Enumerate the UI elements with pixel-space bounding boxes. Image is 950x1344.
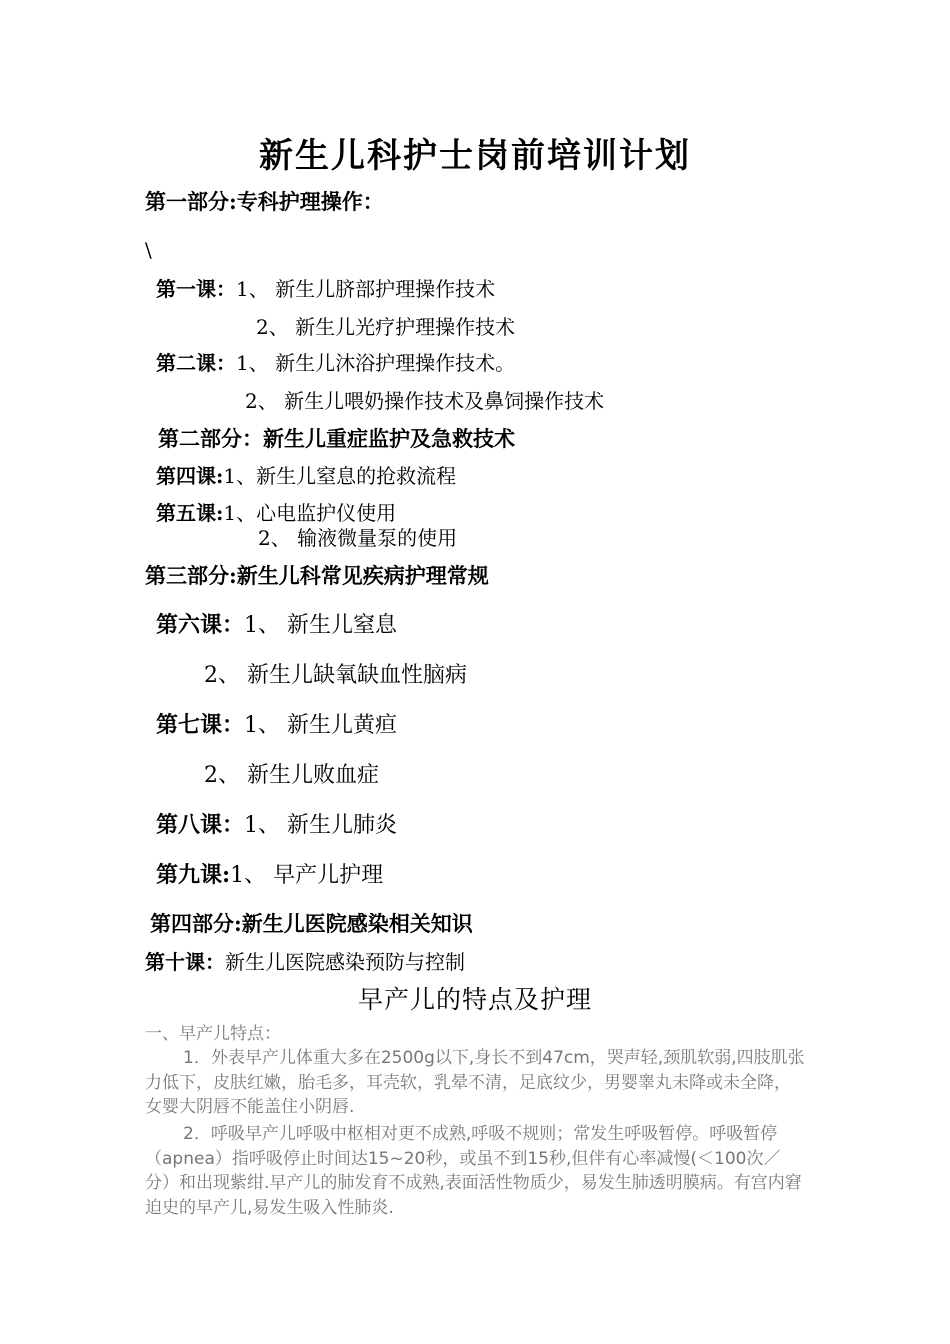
lesson6-label: 第六课： — [156, 612, 245, 638]
lesson9-label: 第九课: — [156, 862, 231, 888]
part1-heading: 第一部分:专科护理操作： — [145, 189, 384, 214]
lesson5-item1: 1、心电监护仪使用 — [223, 501, 397, 525]
lesson10 — [145, 946, 465, 975]
lesson8 — [156, 808, 397, 839]
stray-backslash: \ — [145, 238, 152, 262]
lesson4-item1: 1、新生儿窒息的抢救流程 — [223, 464, 457, 488]
lesson4 — [156, 460, 456, 489]
lesson10-label: 第十课： — [145, 950, 225, 974]
lesson10-item1: 新生儿医院感染预防与控制 — [225, 950, 465, 974]
lesson5-label: 第五课: — [156, 501, 224, 525]
lesson7-label: 第七课： — [156, 712, 245, 738]
lesson9 — [156, 858, 383, 889]
lesson7-item2: 2、 新生儿败血症 — [204, 763, 379, 788]
lesson8-item1: 1、 新生儿肺炎 — [244, 813, 398, 838]
preemie-intro: 一、早产儿特点： — [145, 1024, 281, 1044]
preemie-title: 早产儿的特点及护理 — [357, 985, 592, 1014]
lesson4-label: 第四课: — [156, 464, 224, 488]
preemie-paragraph-1: 1．外表早产儿体重大多在2500g以下,身长不到47cm，哭声轻,颈肌软弱,四肢肌张力低下，皮肤红嫩，胎毛多，耳壳软，乳晕不清，足底纹少，男婴睾丸未降或未全降，女婴大阴唇不能盖住小阴唇. — [145, 1048, 805, 1117]
lesson1-label: 第一课： — [156, 277, 236, 301]
lesson6 — [156, 608, 397, 639]
page-title: 新生儿科护士岗前培训计划 — [259, 136, 691, 176]
lesson9-item1: 1、 早产儿护理 — [230, 863, 384, 888]
lesson2-label: 第二课： — [156, 351, 236, 375]
part4-heading: 第四部分:新生儿医院感染相关知识 — [150, 911, 473, 936]
lesson7-item1: 1、 新生儿黄疸 — [244, 713, 398, 738]
part2-heading: 第二部分：新生儿重症监护及急救技术 — [158, 426, 515, 451]
lesson5-item2: 2、 输液微量泵的使用 — [258, 526, 458, 550]
lesson2-item1: 1、 新生儿沐浴护理操作技术。 — [236, 351, 516, 375]
lesson2-item2: 2、 新生儿喂奶操作技术及鼻饲操作技术 — [245, 389, 605, 413]
lesson1 — [156, 273, 495, 302]
lesson1-item1: 1、 新生儿脐部护理操作技术 — [236, 277, 496, 301]
lesson7 — [156, 708, 397, 739]
part3-heading: 第三部分:新生儿科常见疾病护理常规 — [145, 563, 489, 588]
lesson1-item2: 2、 新生儿光疗护理操作技术 — [256, 315, 516, 339]
preemie-paragraph-2: 2．呼吸早产儿呼吸中枢相对更不成熟,呼吸不规则；常发生呼吸暂停。呼吸暂停（apnea）指呼吸停止时间达15~20秒，或虽不到15秒,但伴有心率减慢(＜100次／分）和出现紫绀.早产儿的肺发育不成熟,表面活性物质少，易发生肺透明膜病。有宫内窘迫史的早产儿,易发生吸入性肺炎. — [145, 1124, 802, 1218]
lesson6-item1: 1、 新生儿窒息 — [244, 613, 398, 638]
lesson6-item2: 2、 新生儿缺氧缺血性脑病 — [204, 663, 467, 688]
lesson2 — [156, 347, 515, 376]
lesson8-label: 第八课： — [156, 812, 245, 838]
